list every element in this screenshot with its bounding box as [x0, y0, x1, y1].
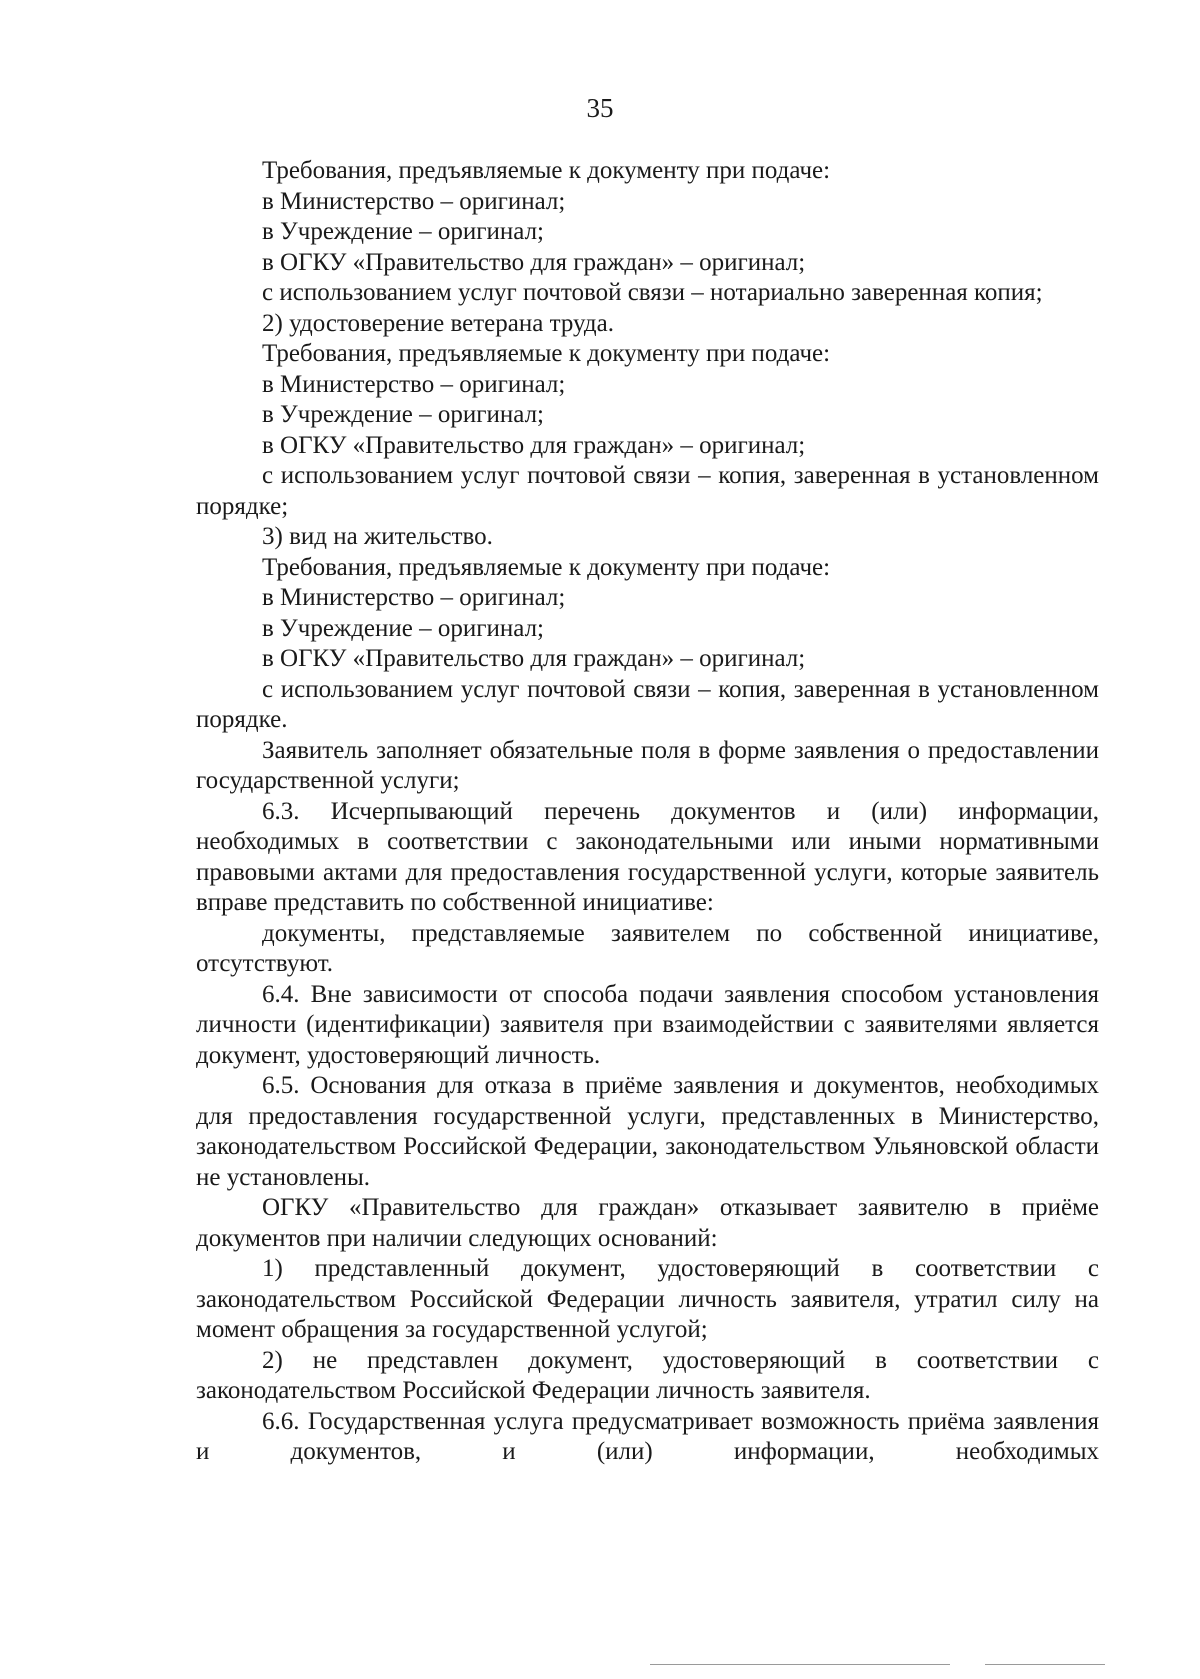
paragraph: в Министерство – оригинал; [262, 187, 566, 215]
body-text [196, 156, 1099, 1468]
paragraph: в ОГКУ «Правительство для граждан» – оригинал; [262, 645, 806, 672]
paragraph: документы, представляемые заявителем по собственной инициативе, отсутствуют. [196, 919, 1099, 977]
scan-artifact-line [650, 1664, 950, 1665]
paragraph: Требования, предъявляемые к документу при подаче: [262, 553, 831, 581]
page-number: 35 [586, 93, 614, 123]
paragraph: 2) удостоверение ветерана труда. [262, 309, 614, 337]
paragraph: в Министерство – оригинал; [262, 584, 566, 611]
paragraph: 1) представленный документ, удостоверяющий в соответствии с законодательством Российской Федерации личность заявителя, утратил силу на момент обращения за государственной услугой; [196, 1255, 1099, 1343]
paragraph: 3) вид на жительство. [262, 523, 493, 550]
paragraph: в Министерство – оригинал; [262, 370, 566, 398]
paragraph: с использованием услуг почтовой связи – нотариально заверенная копия; [262, 279, 1043, 306]
paragraph: Требования, предъявляемые к документу при подаче: [262, 157, 831, 184]
paragraph: 2) не представлен документ, удостоверяющий в соответствии с законодательством Российской Федерации личность заявителя. [196, 1346, 1099, 1404]
paragraph: в ОГКУ «Правительство для граждан» – оригинал; [262, 248, 806, 276]
paragraph: 6.3. Исчерпывающий перечень документов и (или) информации, необходимых в соответствии с законодательными или иными нормативными правовыми актами для предоставления государственной услуги, которые заявитель вправе представить по собственной инициативе: [196, 797, 1099, 916]
paragraph: 6.6. Государственная услуга предусматривает возможность приёма заявления и документов, и (или) информации, необходимых [196, 1407, 1099, 1465]
paragraph: ОГКУ «Правительство для граждан» отказывает заявителю в приёме документов при наличии следующих оснований: [196, 1194, 1099, 1252]
paragraph: с использованием услуг почтовой связи – копия, заверенная в установленном порядке. [196, 675, 1099, 733]
paragraph: с использованием услуг почтовой связи – копия, заверенная в установленном порядке; [196, 462, 1099, 520]
paragraph: Заявитель заполняет обязательные поля в форме заявления о предоставлении государственной услуги; [196, 736, 1099, 794]
paragraph: 6.5. Основания для отказа в приёме заявления и документов, необходимых для предоставления государственной услуги, представленных в Министерство, законодательством Российской Федерации, законодательством Ульяновской области не установлены. [196, 1072, 1099, 1191]
paragraph: в Учреждение – оригинал; [262, 614, 544, 642]
paragraph: 6.4. Вне зависимости от способа подачи заявления способом установления личности (идентификации) заявителя при взаимодействии с заявителями является документ, удостоверяющий личность. [196, 980, 1099, 1069]
paragraph: в Учреждение – оригинал; [262, 218, 544, 245]
paragraph: в ОГКУ «Правительство для граждан» – оригинал; [262, 431, 806, 459]
paragraph: в Учреждение – оригинал; [262, 401, 544, 428]
paragraph: Требования, предъявляемые к документу при подаче: [262, 340, 831, 367]
scan-artifact-line [985, 1664, 1105, 1665]
